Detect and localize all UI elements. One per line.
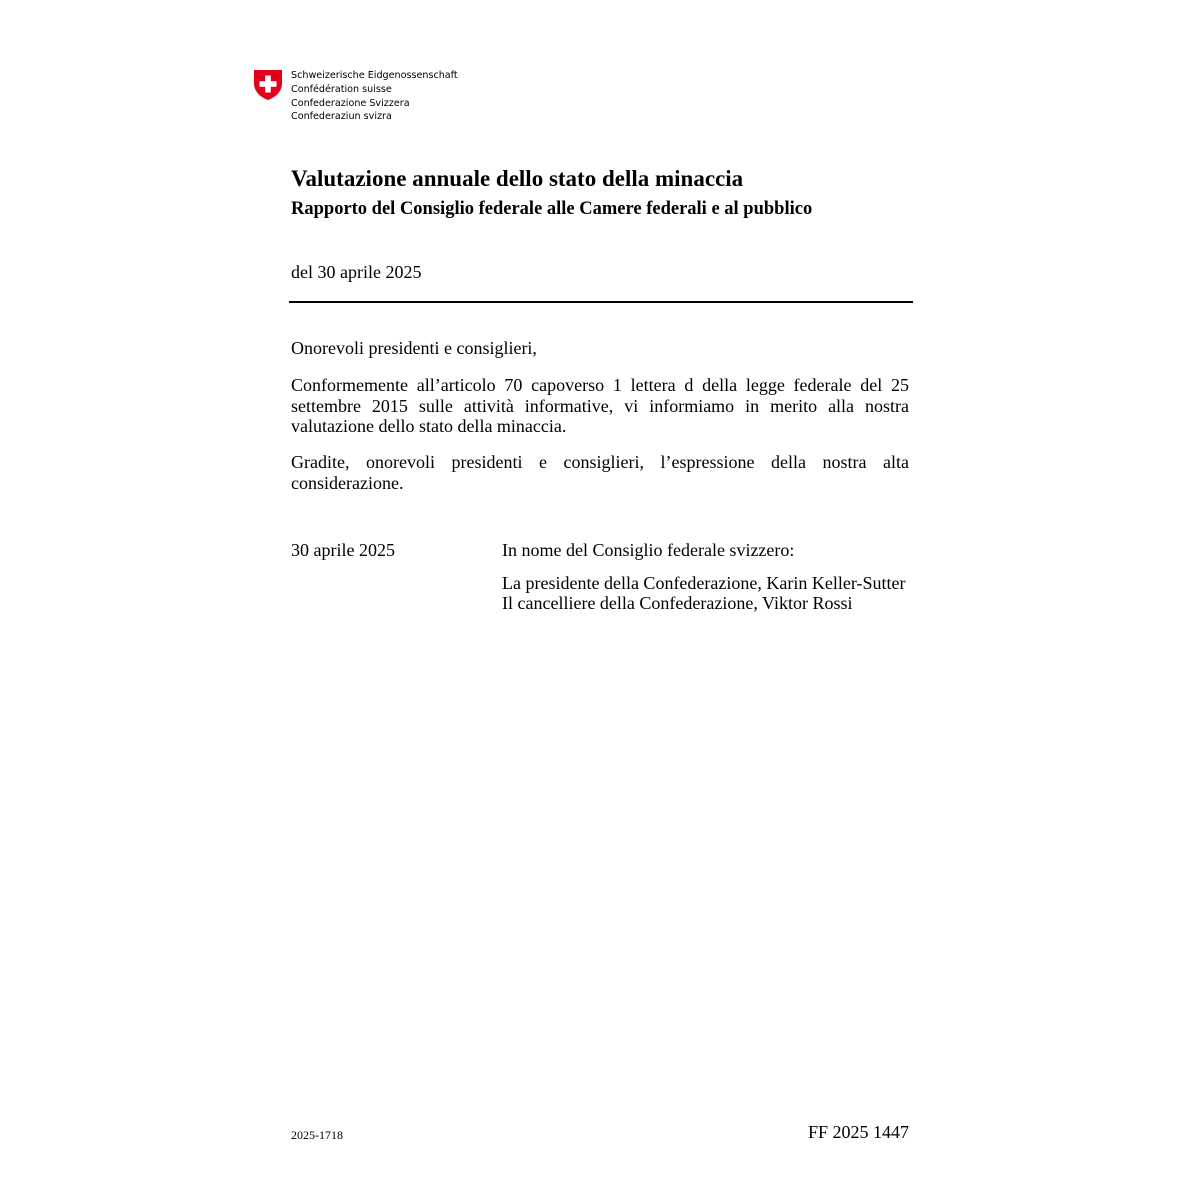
- swiss-emblem-icon: [253, 69, 283, 101]
- signature-block: [502, 540, 905, 614]
- body-paragraph-1: Conformemente all’articolo 70 capoverso 1 lettera d della legge federale del 25 settembre 2015 sulle attività informative, vi informiamo in merito alla nostra valutazione dello stato della minaccia.: [291, 375, 909, 436]
- body-paragraph-2: Gradite, onorevoli presidenti e consiglieri, l’espressione della nostra alta considerazione.: [291, 452, 909, 493]
- document-date: del 30 aprile 2025: [291, 262, 422, 282]
- signature-intro: In nome del Consiglio federale svizzero:: [502, 540, 795, 560]
- document-title: Valutazione annuale dello stato della minaccia: [291, 166, 744, 191]
- federal-gazette-reference: FF 2025 1447: [807, 1122, 909, 1142]
- header-divider: [289, 301, 913, 303]
- confederation-name-de: Schweizerische Eidgenossenschaft: [291, 70, 458, 81]
- signature-date: 30 aprile 2025: [291, 540, 395, 560]
- confederation-name-rm: Confederaziun svizra: [291, 111, 392, 123]
- signatory-chancellor: Il cancelliere della Confederazione, Viktor Rossi: [502, 593, 853, 613]
- document-number: 2025-1718: [291, 1128, 343, 1142]
- confederation-names: [291, 69, 458, 124]
- document-subtitle: Rapporto del Consiglio federale alle Camere federali e al pubblico: [291, 199, 813, 219]
- confederation-name-fr: Confédération suisse: [291, 83, 392, 95]
- signatory-president: La presidente della Confederazione, Karin Keller-Sutter: [502, 572, 906, 593]
- salutation: Onorevoli presidenti e consiglieri,: [291, 338, 537, 358]
- confederation-name-it: Confederazione Svizzera: [291, 97, 410, 109]
